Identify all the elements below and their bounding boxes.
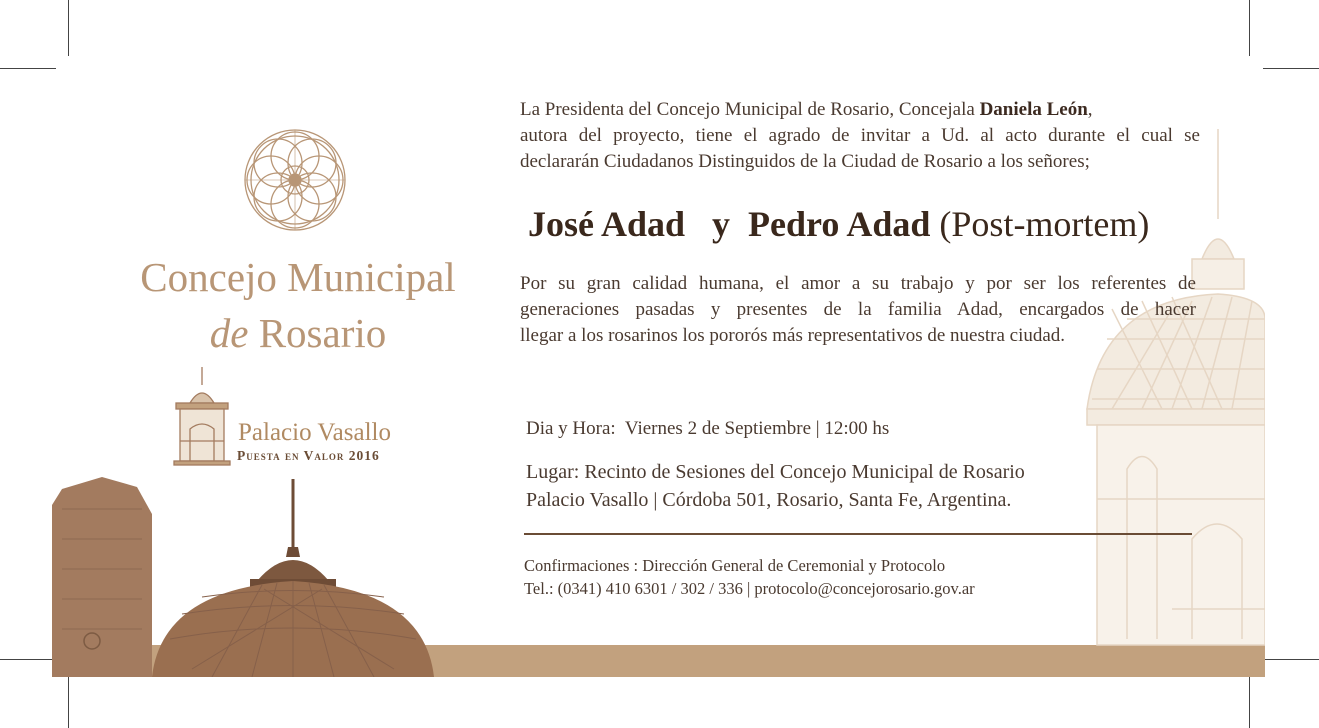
- logo-de: de: [209, 310, 249, 356]
- reason-paragraph: [520, 271, 1196, 349]
- invitation-paragraph: [520, 97, 1200, 175]
- honoree-2: Pedro Adad: [748, 204, 931, 244]
- reason-line-3: llegar a los rosarinos los pororós más representativos de nuestra ciudad.: [520, 325, 1066, 346]
- invitation-line-3: declararán Ciudadanos Distinguidos de la Ciudad de Rosario a los señores;: [520, 151, 1090, 172]
- event-datetime: [526, 418, 889, 440]
- honoree-note: (Post-mortem): [939, 204, 1150, 244]
- invitation-line-2: autora del proyecto, tiene el agrado de invitar a Ud. al acto durante el cual se: [520, 125, 1200, 146]
- place-line-2: Palacio Vasallo | Córdoba 501, Rosario, Santa Fe, Argentina.: [526, 489, 1012, 511]
- logo-line2: [118, 305, 478, 361]
- place-label: Lugar:: [526, 461, 580, 483]
- event-place: [526, 458, 1025, 514]
- crop-mark-bottom-left-h: [0, 659, 56, 660]
- palacio-subtitle: Puesta en Valor 2016: [237, 448, 380, 463]
- reason-line-1: Por su gran calidad humana, el amor a su trabajo y por ser los referentes de: [520, 273, 1196, 294]
- invitation-card: [52, 69, 1265, 677]
- datetime-label: Dia y Hora:: [526, 418, 616, 439]
- invitation-line-1-pre: La Presidenta del Concejo Municipal de Rosario, Concejala: [520, 99, 980, 120]
- crop-mark-top-right-v: [1249, 0, 1250, 56]
- palacio-title: Palacio Vasallo: [238, 419, 391, 446]
- confirmation-line-1: Confirmaciones : Dirección General de Ceremonial y Protocolo: [524, 556, 946, 575]
- crop-mark-top-left-h: [0, 68, 56, 69]
- crop-mark-bottom-right-v: [1249, 672, 1250, 728]
- datetime-value: Viernes 2 de Septiembre | 12:00 hs: [624, 418, 890, 439]
- crop-mark-top-right-h: [1263, 68, 1319, 69]
- crop-mark-bottom-left-v: [68, 672, 69, 728]
- divider: [524, 533, 1192, 535]
- logo-title: [118, 249, 478, 361]
- reason-line-2: generaciones pasadas y presentes de la familia Adad, encargados de hacer: [520, 299, 1196, 320]
- place-line-1: [526, 458, 1025, 486]
- honoree-highlight: Daniela León: [979, 99, 1088, 120]
- honoree-1: José Adad: [528, 204, 686, 244]
- invitation-line-1-post: ,: [1087, 99, 1093, 120]
- place-venue: Recinto de Sesiones del Concejo Municipal de Rosario: [584, 461, 1025, 483]
- logo-rosario: Rosario: [258, 310, 387, 356]
- confirmation-line-2: Tel.: (0341) 410 6301 / 302 / 336 | protocolo@concejorosario.gov.ar: [524, 579, 975, 598]
- honoree-names: [528, 203, 1149, 245]
- crop-mark-bottom-right-h: [1263, 659, 1319, 660]
- crop-mark-top-left-v: [68, 0, 69, 56]
- invitation-line-1: [520, 97, 1200, 123]
- confirmation-block: [524, 554, 975, 600]
- honoree-connector: y: [712, 204, 731, 244]
- logo-line1: Concejo Municipal: [140, 254, 456, 300]
